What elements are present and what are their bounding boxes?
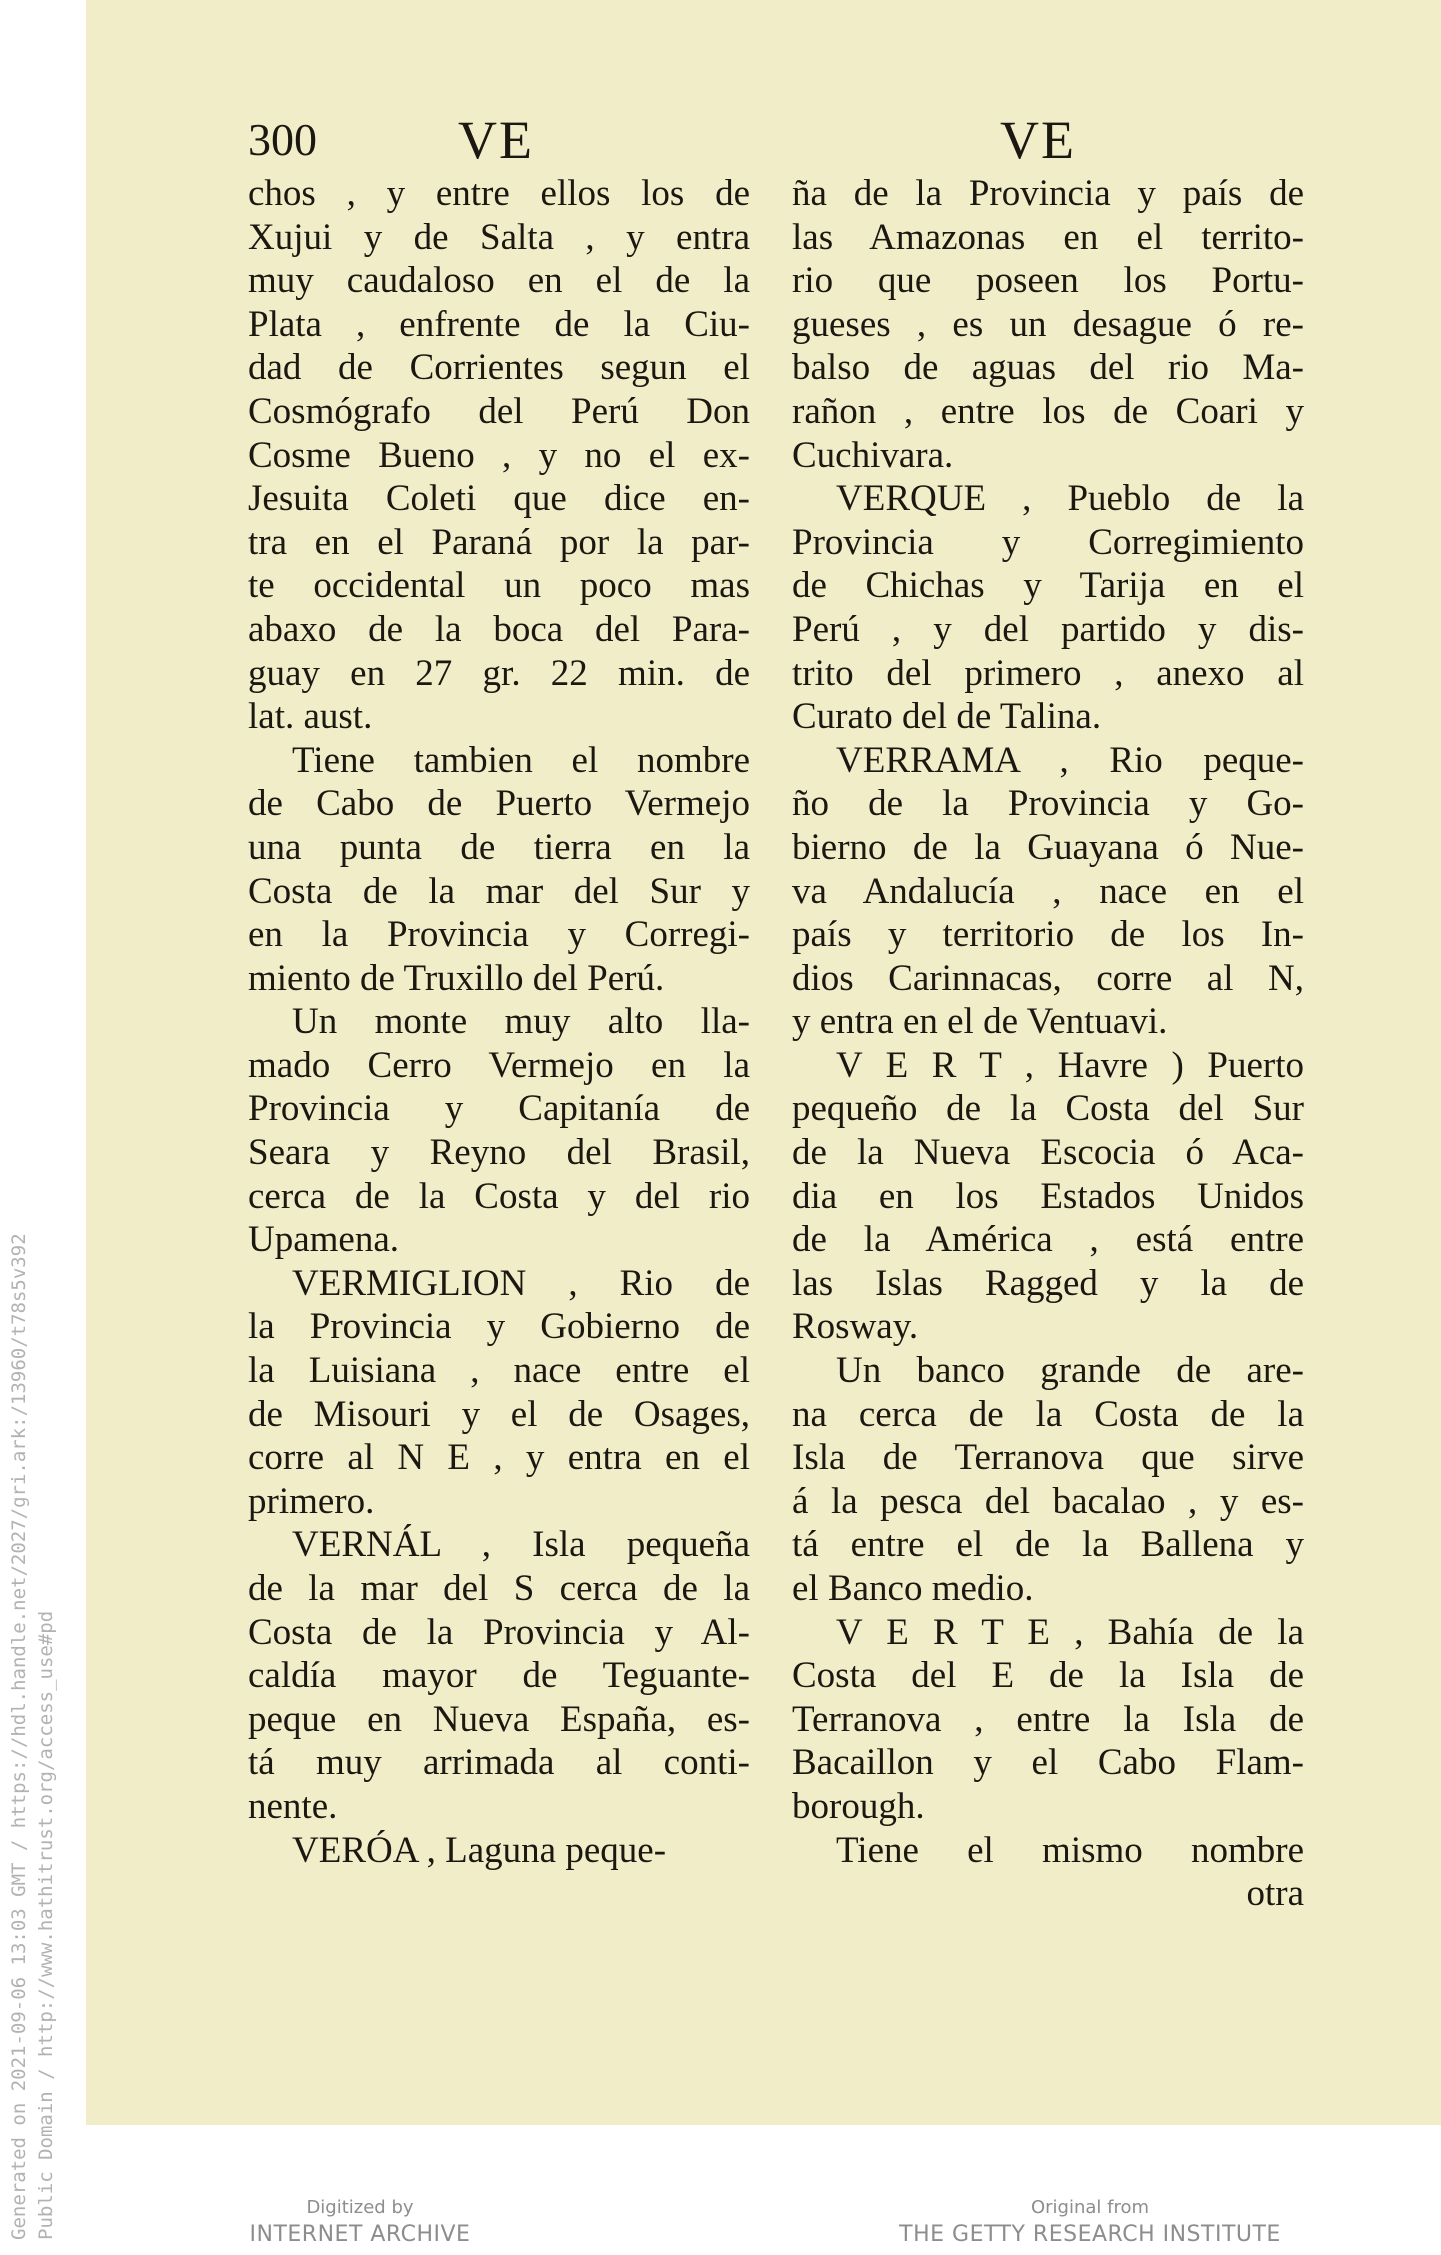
text-line: lat. aust. [248,696,373,738]
text-line: guay en 27 gr. 22 min. de [248,652,750,694]
text-line: Costa de la mar del Sur y [248,870,750,912]
text-line: nente. [248,1785,338,1827]
text-line: Provincia y Capitanía de [248,1088,750,1130]
text-line: balso de aguas del rio Ma- [792,347,1304,389]
right-text-column [792,172,1304,1916]
text-line: en la Provincia y Corregi- [248,914,750,956]
text-line: Rosway. [792,1306,919,1348]
page-number: 300 [248,114,317,165]
text-line: y entra en el de Ventuavi. [792,1001,1168,1043]
text-line: Cuchivara. [792,434,954,476]
getty-institute-label: THE GETTY RESEARCH INSTITUTE [899,2222,1281,2247]
text-line: de Chichas y Tarija en el [792,565,1304,607]
text-line: rio que poseen los Portu- [792,260,1304,302]
text-line: Tiene el mismo nombre [836,1829,1304,1871]
text-line: Perú , y del partido y dis- [792,608,1304,650]
text-line: tá muy arrimada al conti- [248,1742,750,1784]
text-line: Curato del de Talina. [792,696,1102,738]
text-line: Cosmógrafo del Perú Don [248,390,750,432]
text-line: el Banco medio. [792,1568,1034,1609]
text-line: Cosme Bueno , y no el ex- [248,434,750,476]
text-line: otra [1246,1873,1304,1915]
text-line: caldía mayor de Teguante- [248,1655,750,1697]
text-line: miento de Truxillo del Perú. [248,957,665,999]
text-line: Terranova , entre la Isla de [792,1698,1304,1740]
running-head-right: VE [1000,110,1076,170]
text-line: VERQUE , Pueblo de la [836,478,1304,520]
text-line: las Islas Ragged y la de [792,1262,1304,1304]
text-line: Costa del E de la Isla de [792,1655,1304,1697]
text-line: de la Nueva Escocia ó Aca- [792,1132,1304,1174]
text-line: muy caudaloso en el de la [248,260,750,302]
text-line: mado Cerro Vermejo en la [248,1044,750,1086]
text-line: las Amazonas en el territo- [792,216,1304,258]
text-line: dad de Corrientes segun el [248,347,750,389]
text-line: na cerca de la Costa de la [792,1393,1304,1435]
text-line: Plata , enfrente de la Ciu- [248,303,750,345]
text-line: peque en Nueva España, es- [248,1698,750,1740]
text-line: dia en los Estados Unidos [792,1175,1304,1217]
text-line: Tiene tambien el nombre [292,739,750,781]
watermark-line-1: Generated on 2021-09-06 13:03 GMT / https://hdl.handle.net/2027/gri.ark:/13960/t78s5v392 [8,1233,30,2240]
text-line: dios Carinnacas, corre al N, [792,957,1304,999]
digitized-by-credit [230,2196,490,2250]
text-line: á la pesca del bacalao , y es- [792,1480,1304,1522]
text-line: Seara y Reyno del Brasil, [248,1132,750,1174]
text-line: tá entre el de la Ballena y [792,1524,1304,1566]
text-line: Un banco grande de are- [836,1350,1304,1392]
hathitrust-watermark [6,1100,66,2240]
text-line: primero. [248,1480,375,1522]
text-line: te occidental un poco mas [248,565,750,607]
text-line: la Provincia y Gobierno de [248,1306,750,1348]
text-line: trito del primero , anexo al [792,652,1304,694]
text-line: de Misouri y el de Osages, [248,1393,750,1435]
digitized-by-label: Digitized by [306,2197,414,2218]
text-line: de Cabo de Puerto Vermejo [248,783,750,825]
text-line: Un monte muy alto lla- [292,1001,750,1043]
text-line: de la América , está entre [792,1219,1304,1261]
text-line: la Luisiana , nace entre el [248,1350,750,1392]
text-line: chos , y entre ellos los de [248,173,750,214]
text-line: de la mar del S cerca de la [248,1568,750,1609]
watermark-line-2: Public Domain / http://www.hathitrust.org/access_use#pd [35,1610,57,2240]
text-line: corre al N E , y entra en el [248,1437,750,1479]
text-line: tra en el Paraná por la par- [248,521,750,563]
text-line: cerca de la Costa y del rio [248,1175,750,1217]
text-line: una punta de tierra en la [248,826,750,868]
text-line: VERRAMA , Rio peque- [836,739,1304,781]
text-line: va Andalucía , nace en el [792,870,1304,912]
text-line: ño de la Provincia y Go- [792,783,1304,825]
text-line: país y territorio de los In- [792,914,1304,956]
left-text-column [248,172,750,1872]
text-line: gueses , es un desague ó re- [792,303,1304,345]
text-line: Provincia y Corregimiento [792,521,1304,563]
text-line: abaxo de la boca del Para- [248,608,750,650]
text-line: Costa de la Provincia y Al- [248,1611,750,1653]
text-line: Isla de Terranova que sirve [792,1437,1304,1479]
text-line: V E R T E , Bahía de la [836,1611,1304,1653]
text-line: Jesuita Coleti que dice en- [248,478,750,520]
text-line: Bacaillon y el Cabo Flam- [792,1742,1304,1784]
original-from-credit [880,2196,1300,2250]
text-line: VERNÁL , Isla pequeña [292,1524,750,1566]
internet-archive-label: INTERNET ARCHIVE [249,2222,471,2247]
text-line: rañon , entre los de Coari y [792,390,1304,432]
running-head-left: VE [458,110,534,170]
text-line: VERÓA , Laguna peque- [292,1829,667,1871]
original-from-label: Original from [1030,2197,1150,2218]
text-line: pequeño de la Costa del Sur [792,1088,1304,1130]
text-line: bierno de la Guayana ó Nue- [792,826,1304,868]
text-line: Upamena. [248,1219,400,1261]
text-line: ña de la Provincia y país de [792,173,1304,214]
text-line: V E R T , Havre ) Puerto [836,1044,1304,1086]
text-line: VERMIGLION , Rio de [292,1262,750,1304]
text-line: Xujui y de Salta , y entra [248,216,750,258]
text-line: borough. [792,1785,925,1827]
